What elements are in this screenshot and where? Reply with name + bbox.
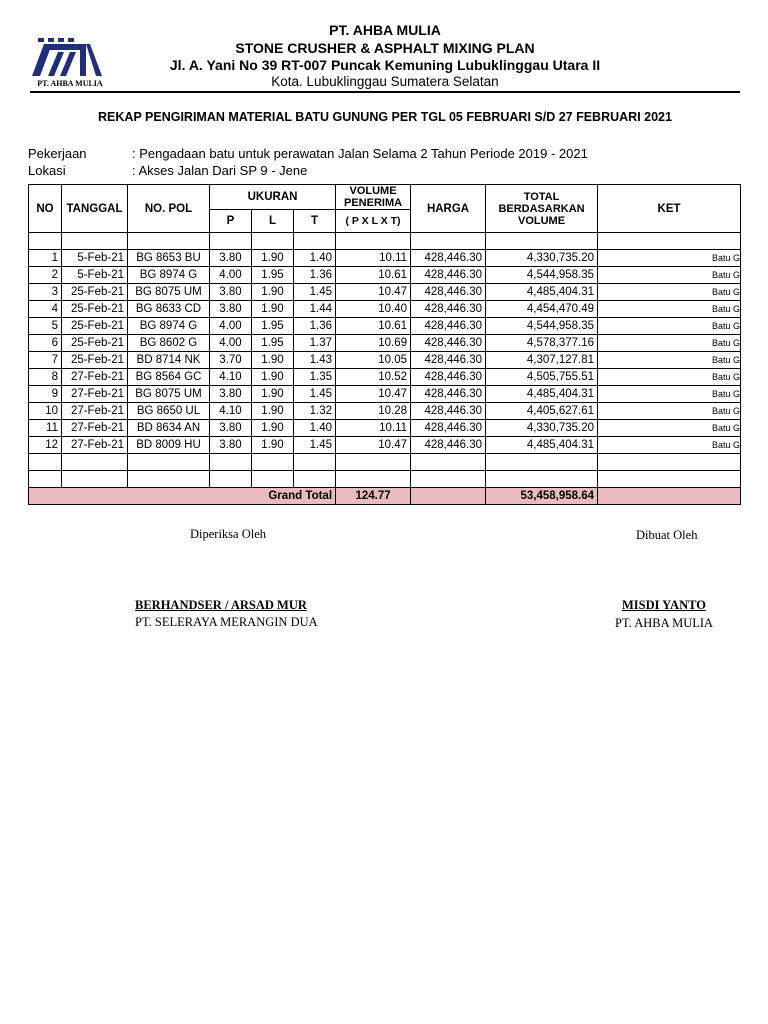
cell-harga: 428,446.30: [411, 335, 486, 352]
cell-ket: Batu G: [598, 267, 741, 284]
cell-l: 1.90: [252, 386, 294, 403]
maker-company: PT. AHBA MULIA: [615, 616, 714, 630]
checker-company: PT. SELERAYA MERANGIN DUA: [135, 615, 318, 629]
cell-no-pol: BG 8974 G: [128, 267, 210, 284]
cell-total: 4,505,755.51: [486, 369, 598, 386]
cell-harga: 428,446.30: [411, 318, 486, 335]
maker-name: MISDI YANTO: [622, 598, 706, 612]
delivery-table: [28, 184, 741, 505]
col-harga: HARGA: [411, 185, 486, 233]
col-no-pol: NO. POL: [128, 185, 210, 233]
cell-t: 1.35: [294, 369, 336, 386]
cell-t: 1.37: [294, 335, 336, 352]
cell-ket: Batu G: [598, 386, 741, 403]
cell-no: 9: [29, 386, 62, 403]
cell-t: 1.43: [294, 352, 336, 369]
cell-t: 1.36: [294, 318, 336, 335]
cell-harga: 428,446.30: [411, 420, 486, 437]
cell-p: 4.10: [210, 403, 252, 420]
cell-volume: 10.61: [336, 267, 411, 284]
cell-ket: Batu G: [598, 352, 741, 369]
cell-ket: Batu G: [598, 301, 741, 318]
cell-l: 1.95: [252, 267, 294, 284]
cell-no-pol: BG 8075 UM: [128, 386, 210, 403]
cell-p: 4.00: [210, 318, 252, 335]
table-row: [29, 352, 741, 369]
cell-tanggal: 27-Feb-21: [62, 437, 128, 454]
cell-total: 4,544,958.35: [486, 267, 598, 284]
cell-no-pol: BG 8633 CD: [128, 301, 210, 318]
empty-row: [29, 233, 741, 250]
checker-name: BERHANDSER / ARSAD MUR: [135, 598, 307, 612]
cell-p: 3.70: [210, 352, 252, 369]
cell-tanggal: 27-Feb-21: [62, 403, 128, 420]
cell-total: 4,454,470.49: [486, 301, 598, 318]
cell-no: 6: [29, 335, 62, 352]
cell-harga: 428,446.30: [411, 352, 486, 369]
cell-l: 1.90: [252, 250, 294, 267]
table-row: [29, 284, 741, 301]
col-l: L: [252, 210, 294, 233]
cell-t: 1.45: [294, 386, 336, 403]
cell-l: 1.90: [252, 369, 294, 386]
cell-p: 4.00: [210, 335, 252, 352]
cell-ket: Batu G: [598, 369, 741, 386]
header-row: [29, 185, 741, 210]
cell-no-pol: BG 8564 GC: [128, 369, 210, 386]
cell-t: 1.44: [294, 301, 336, 318]
cell-harga: 428,446.30: [411, 301, 486, 318]
empty-row: [29, 454, 741, 471]
cell-volume: 10.28: [336, 403, 411, 420]
cell-volume: 10.69: [336, 335, 411, 352]
cell-p: 4.00: [210, 267, 252, 284]
cell-no-pol: BG 8974 G: [128, 318, 210, 335]
cell-no-pol: BG 8602 G: [128, 335, 210, 352]
cell-t: 1.40: [294, 420, 336, 437]
header-divider: [30, 91, 740, 93]
cell-no-pol: BD 8714 NK: [128, 352, 210, 369]
cell-t: 1.40: [294, 250, 336, 267]
cell-t: 1.45: [294, 284, 336, 301]
cell-t: 1.45: [294, 437, 336, 454]
col-volume-formula: ( P X L X T): [336, 210, 411, 233]
cell-no: 5: [29, 318, 62, 335]
company-name: PT. AHBA MULIA: [329, 22, 441, 38]
cell-no: 7: [29, 352, 62, 369]
cell-volume: 10.11: [336, 250, 411, 267]
cell-no-pol: BG 8653 BU: [128, 250, 210, 267]
cell-no: 1: [29, 250, 62, 267]
cell-no: 3: [29, 284, 62, 301]
cell-volume: 10.47: [336, 437, 411, 454]
table-row: [29, 318, 741, 335]
col-no: NO: [29, 185, 62, 233]
cell-p: 3.80: [210, 301, 252, 318]
grand-total-volume: 124.77: [336, 488, 411, 505]
cell-l: 1.95: [252, 318, 294, 335]
lokasi-label: Lokasi: [28, 163, 66, 178]
cell-no-pol: BG 8650 UL: [128, 403, 210, 420]
cell-no: 2: [29, 267, 62, 284]
cell-total: 4,485,404.31: [486, 284, 598, 301]
cell-total: 4,330,735.20: [486, 250, 598, 267]
col-volume: VOLUME PENERIMA: [336, 185, 411, 210]
table-row: [29, 437, 741, 454]
cell-total: 4,485,404.31: [486, 386, 598, 403]
cell-volume: 10.47: [336, 284, 411, 301]
cell-no: 4: [29, 301, 62, 318]
cell-harga: 428,446.30: [411, 267, 486, 284]
cell-harga: 428,446.30: [411, 386, 486, 403]
cell-p: 3.80: [210, 420, 252, 437]
cell-no: 8: [29, 369, 62, 386]
checked-by-caption: Diperiksa Oleh: [190, 527, 267, 541]
table-row: [29, 420, 741, 437]
grand-total-row: [29, 488, 741, 505]
company-address: Jl. A. Yani No 39 RT-007 Puncak Kemuning Lubuklinggau Utara II: [169, 57, 601, 73]
cell-p: 3.80: [210, 284, 252, 301]
grand-total-ket-empty: [598, 488, 741, 505]
cell-harga: 428,446.30: [411, 250, 486, 267]
cell-volume: 10.61: [336, 318, 411, 335]
cell-l: 1.90: [252, 284, 294, 301]
cell-tanggal: 27-Feb-21: [62, 369, 128, 386]
cell-ket: Batu G: [598, 437, 741, 454]
cell-total: 4,578,377.16: [486, 335, 598, 352]
cell-tanggal: 25-Feb-21: [62, 318, 128, 335]
col-ukuran: UKURAN: [210, 185, 336, 210]
cell-t: 1.36: [294, 267, 336, 284]
cell-ket: Batu G: [598, 403, 741, 420]
col-t: T: [294, 210, 336, 233]
report-title: REKAP PENGIRIMAN MATERIAL BATU GUNUNG PER TGL 05 FEBRUARI S/D 27 FEBRUARI 2021: [98, 110, 672, 124]
lokasi-value: : Akses Jalan Dari SP 9 - Jene: [132, 163, 308, 178]
cell-total: 4,330,735.20: [486, 420, 598, 437]
cell-total: 4,405,627.61: [486, 403, 598, 420]
cell-tanggal: 5-Feb-21: [62, 250, 128, 267]
cell-no-pol: BG 8075 UM: [128, 284, 210, 301]
info-lokasi: [28, 163, 307, 178]
cell-tanggal: 27-Feb-21: [62, 386, 128, 403]
cell-ket: Batu G: [598, 284, 741, 301]
cell-harga: 428,446.30: [411, 437, 486, 454]
col-p: P: [210, 210, 252, 233]
cell-l: 1.90: [252, 301, 294, 318]
cell-no: 12: [29, 437, 62, 454]
cell-ket: Batu G: [598, 318, 741, 335]
cell-harga: 428,446.30: [411, 284, 486, 301]
cell-l: 1.90: [252, 437, 294, 454]
cell-l: 1.90: [252, 403, 294, 420]
cell-tanggal: 25-Feb-21: [62, 352, 128, 369]
grand-total-harga-empty: [411, 488, 486, 505]
cell-total: 4,544,958.35: [486, 318, 598, 335]
cell-total: 4,485,404.31: [486, 437, 598, 454]
table-row: [29, 386, 741, 403]
cell-p: 3.80: [210, 437, 252, 454]
cell-l: 1.95: [252, 335, 294, 352]
cell-volume: 10.52: [336, 369, 411, 386]
cell-volume: 10.11: [336, 420, 411, 437]
cell-total: 4,307,127.81: [486, 352, 598, 369]
pekerjaan-value: : Pengadaan batu untuk perawatan Jalan Selama 2 Tahun Periode 2019 - 2021: [132, 146, 588, 161]
cell-tanggal: 25-Feb-21: [62, 301, 128, 318]
table-row: [29, 250, 741, 267]
grand-total-label: Grand Total: [29, 488, 336, 505]
cell-l: 1.90: [252, 352, 294, 369]
info-pekerjaan: [28, 146, 588, 161]
cell-no: 11: [29, 420, 62, 437]
cell-harga: 428,446.30: [411, 369, 486, 386]
cell-no-pol: BD 8634 AN: [128, 420, 210, 437]
cell-ket: Batu G: [598, 420, 741, 437]
col-total: TOTAL BERDASARKAN VOLUME: [486, 185, 598, 233]
table-row: [29, 267, 741, 284]
cell-tanggal: 27-Feb-21: [62, 420, 128, 437]
cell-tanggal: 5-Feb-21: [62, 267, 128, 284]
cell-volume: 10.05: [336, 352, 411, 369]
cell-l: 1.90: [252, 420, 294, 437]
company-business: STONE CRUSHER & ASPHALT MIXING PLAN: [235, 40, 535, 56]
table-row: [29, 301, 741, 318]
col-ket: KET: [598, 185, 741, 233]
cell-harga: 428,446.30: [411, 403, 486, 420]
table-row: [29, 369, 741, 386]
table-row: [29, 335, 741, 352]
pekerjaan-label: Pekerjaan: [28, 146, 87, 161]
cell-ket: Batu G: [598, 250, 741, 267]
company-city: Kota. Lubuklinggau Sumatera Selatan: [271, 74, 499, 89]
cell-no: 10: [29, 403, 62, 420]
cell-t: 1.32: [294, 403, 336, 420]
cell-p: 4.10: [210, 369, 252, 386]
cell-volume: 10.40: [336, 301, 411, 318]
cell-no-pol: BD 8009 HU: [128, 437, 210, 454]
cell-tanggal: 25-Feb-21: [62, 335, 128, 352]
table-row: [29, 403, 741, 420]
cell-p: 3.80: [210, 386, 252, 403]
cell-tanggal: 25-Feb-21: [62, 284, 128, 301]
cell-volume: 10.47: [336, 386, 411, 403]
made-by-caption: Dibuat Oleh: [636, 528, 698, 542]
grand-total-amount: 53,458,958.64: [486, 488, 598, 505]
logo-caption: PT. AHBA MULIA: [37, 79, 103, 88]
cell-p: 3.80: [210, 250, 252, 267]
col-tanggal: TANGGAL: [62, 185, 128, 233]
empty-row: [29, 471, 741, 488]
cell-ket: Batu G: [598, 335, 741, 352]
